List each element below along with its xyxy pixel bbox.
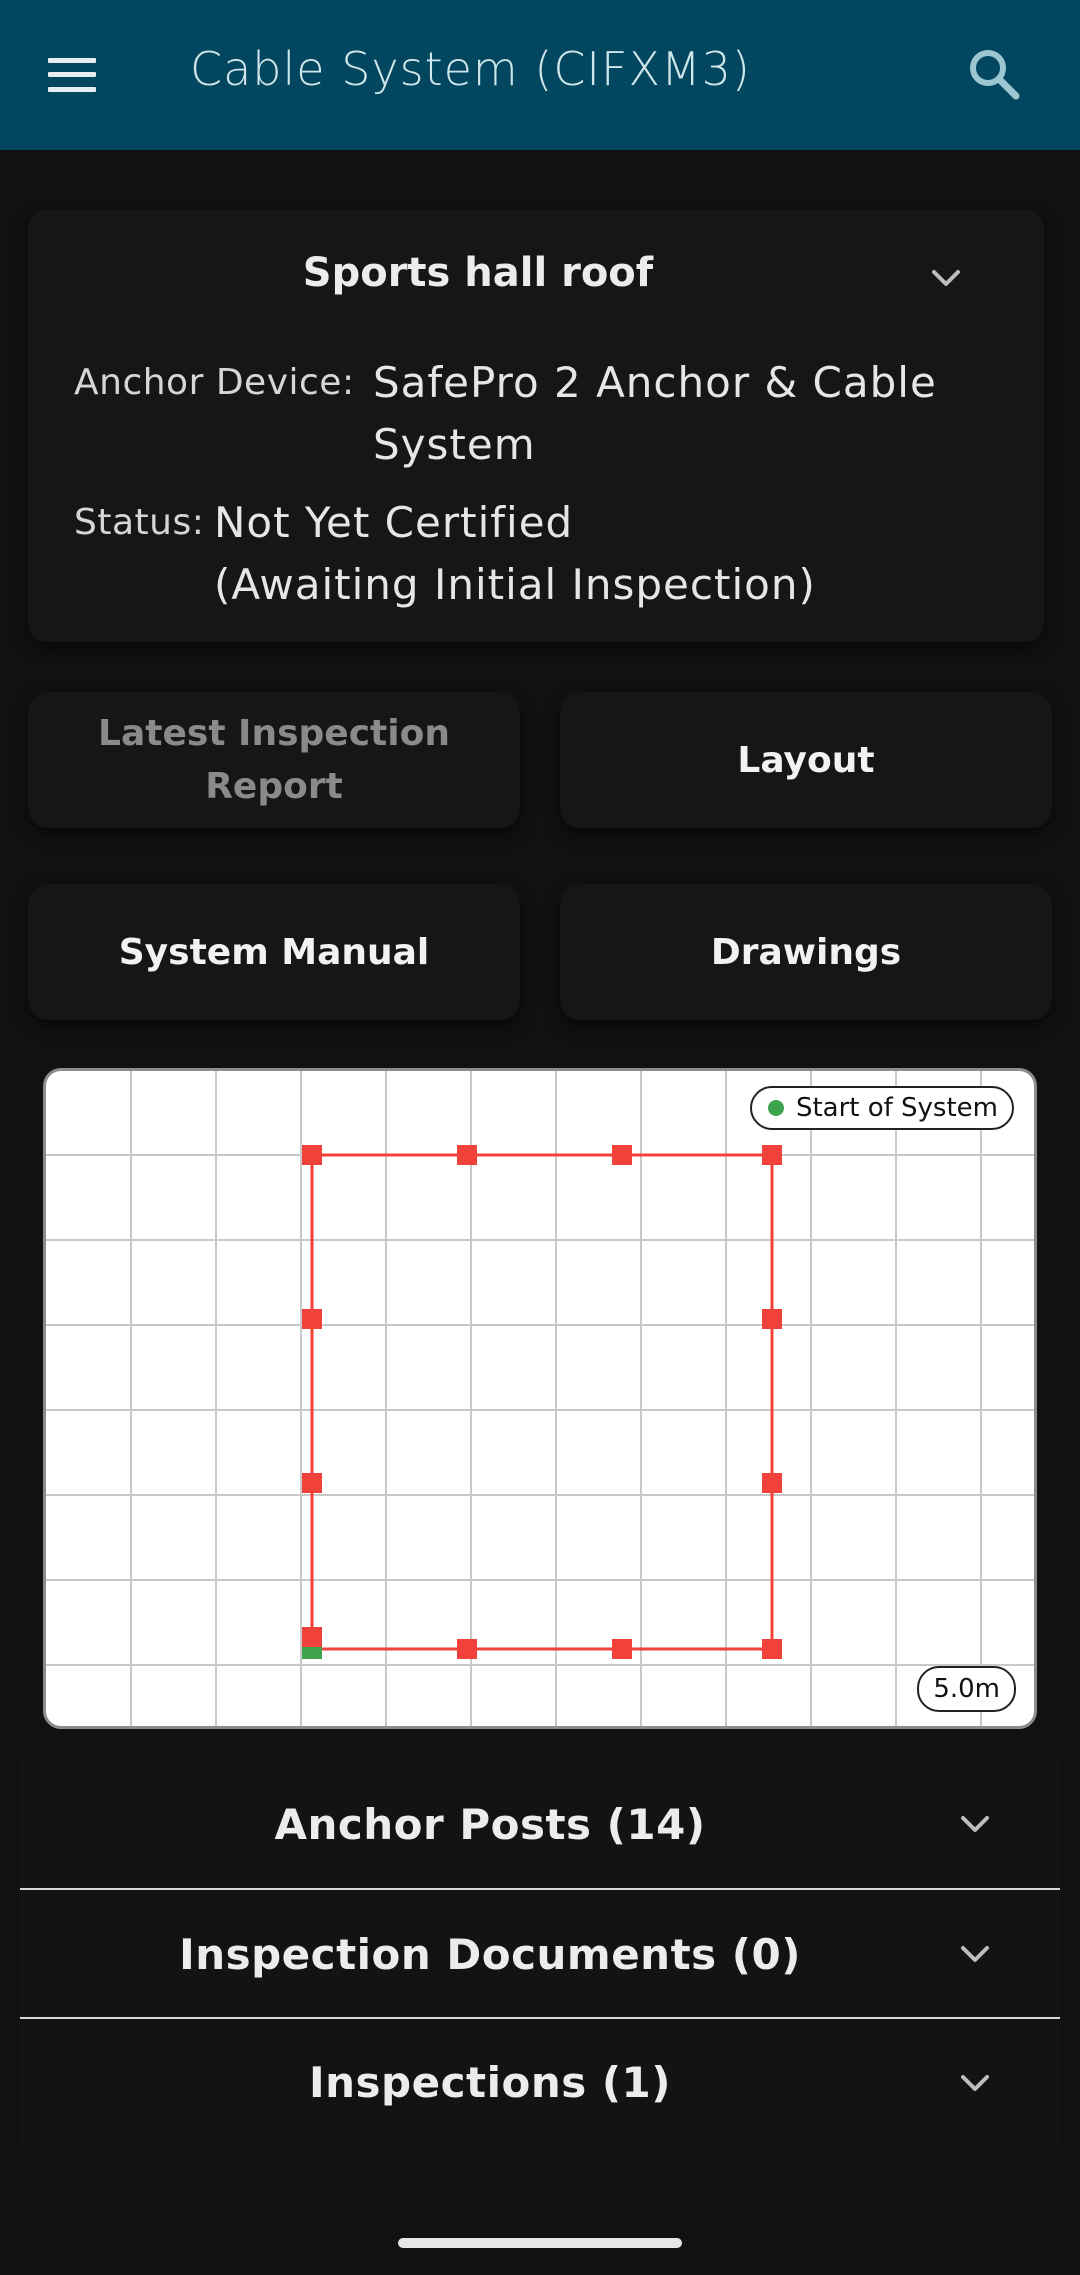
start-dot-icon [768, 1100, 784, 1116]
anchor-post [612, 1145, 632, 1165]
system-manual-button[interactable]: System Manual [28, 884, 520, 1020]
anchor-post [612, 1639, 632, 1659]
layout-button[interactable]: Layout [560, 692, 1052, 828]
anchor-post [302, 1627, 322, 1647]
anchor-post [762, 1639, 782, 1659]
anchor-device-value: SafePro 2 Anchor & Cable System [373, 358, 937, 469]
system-info-card [28, 210, 1044, 642]
drawings-button[interactable]: Drawings [560, 884, 1052, 1020]
chevron-down-icon [955, 1934, 995, 1974]
chevron-down-icon[interactable] [926, 258, 966, 298]
section-anchor-posts[interactable] [20, 1760, 1060, 1888]
anchor-post [302, 1473, 322, 1493]
system-layout-diagram[interactable] [43, 1068, 1037, 1729]
status-value: Not Yet Certified (Awaiting Initial Inspection) [214, 498, 816, 609]
section-inspection-documents-label: Inspection Documents (0) [179, 1929, 801, 1979]
start-of-system-marker [302, 1647, 322, 1659]
legend [750, 1086, 1014, 1130]
cable-run [312, 1155, 772, 1649]
chevron-down-icon [955, 1804, 995, 1844]
section-anchor-posts-label: Anchor Posts (14) [274, 1799, 706, 1849]
page-title: Cable System (CIFXM3) [190, 42, 751, 96]
legend-label: Start of System [795, 1093, 998, 1123]
home-indicator[interactable] [398, 2238, 682, 2248]
menu-icon [48, 58, 96, 92]
section-inspection-documents[interactable] [20, 1890, 1060, 2018]
anchor-post [302, 1145, 322, 1165]
site-title: Sports hall roof [302, 250, 654, 296]
scale-label: 5.0m [933, 1674, 1000, 1704]
scale-badge [917, 1666, 1016, 1712]
anchor-post [302, 1309, 322, 1329]
chevron-down-icon [955, 2063, 995, 2103]
anchor-post [762, 1473, 782, 1493]
anchor-device-label: Anchor Device: [74, 362, 355, 403]
section-inspections[interactable] [20, 2019, 1060, 2145]
anchor-post [762, 1309, 782, 1329]
anchor-post [762, 1145, 782, 1165]
app-bar [0, 0, 1080, 150]
latest-inspection-report-button[interactable]: Latest Inspection Report [28, 692, 520, 828]
layout-grid [46, 1071, 1034, 1726]
search-icon [960, 40, 1030, 110]
section-inspections-label: Inspections (1) [309, 2057, 671, 2107]
anchor-post [457, 1145, 477, 1165]
status-label: Status: [74, 502, 205, 543]
menu-button[interactable] [34, 40, 110, 110]
search-button[interactable] [960, 40, 1030, 110]
anchor-post [457, 1639, 477, 1659]
